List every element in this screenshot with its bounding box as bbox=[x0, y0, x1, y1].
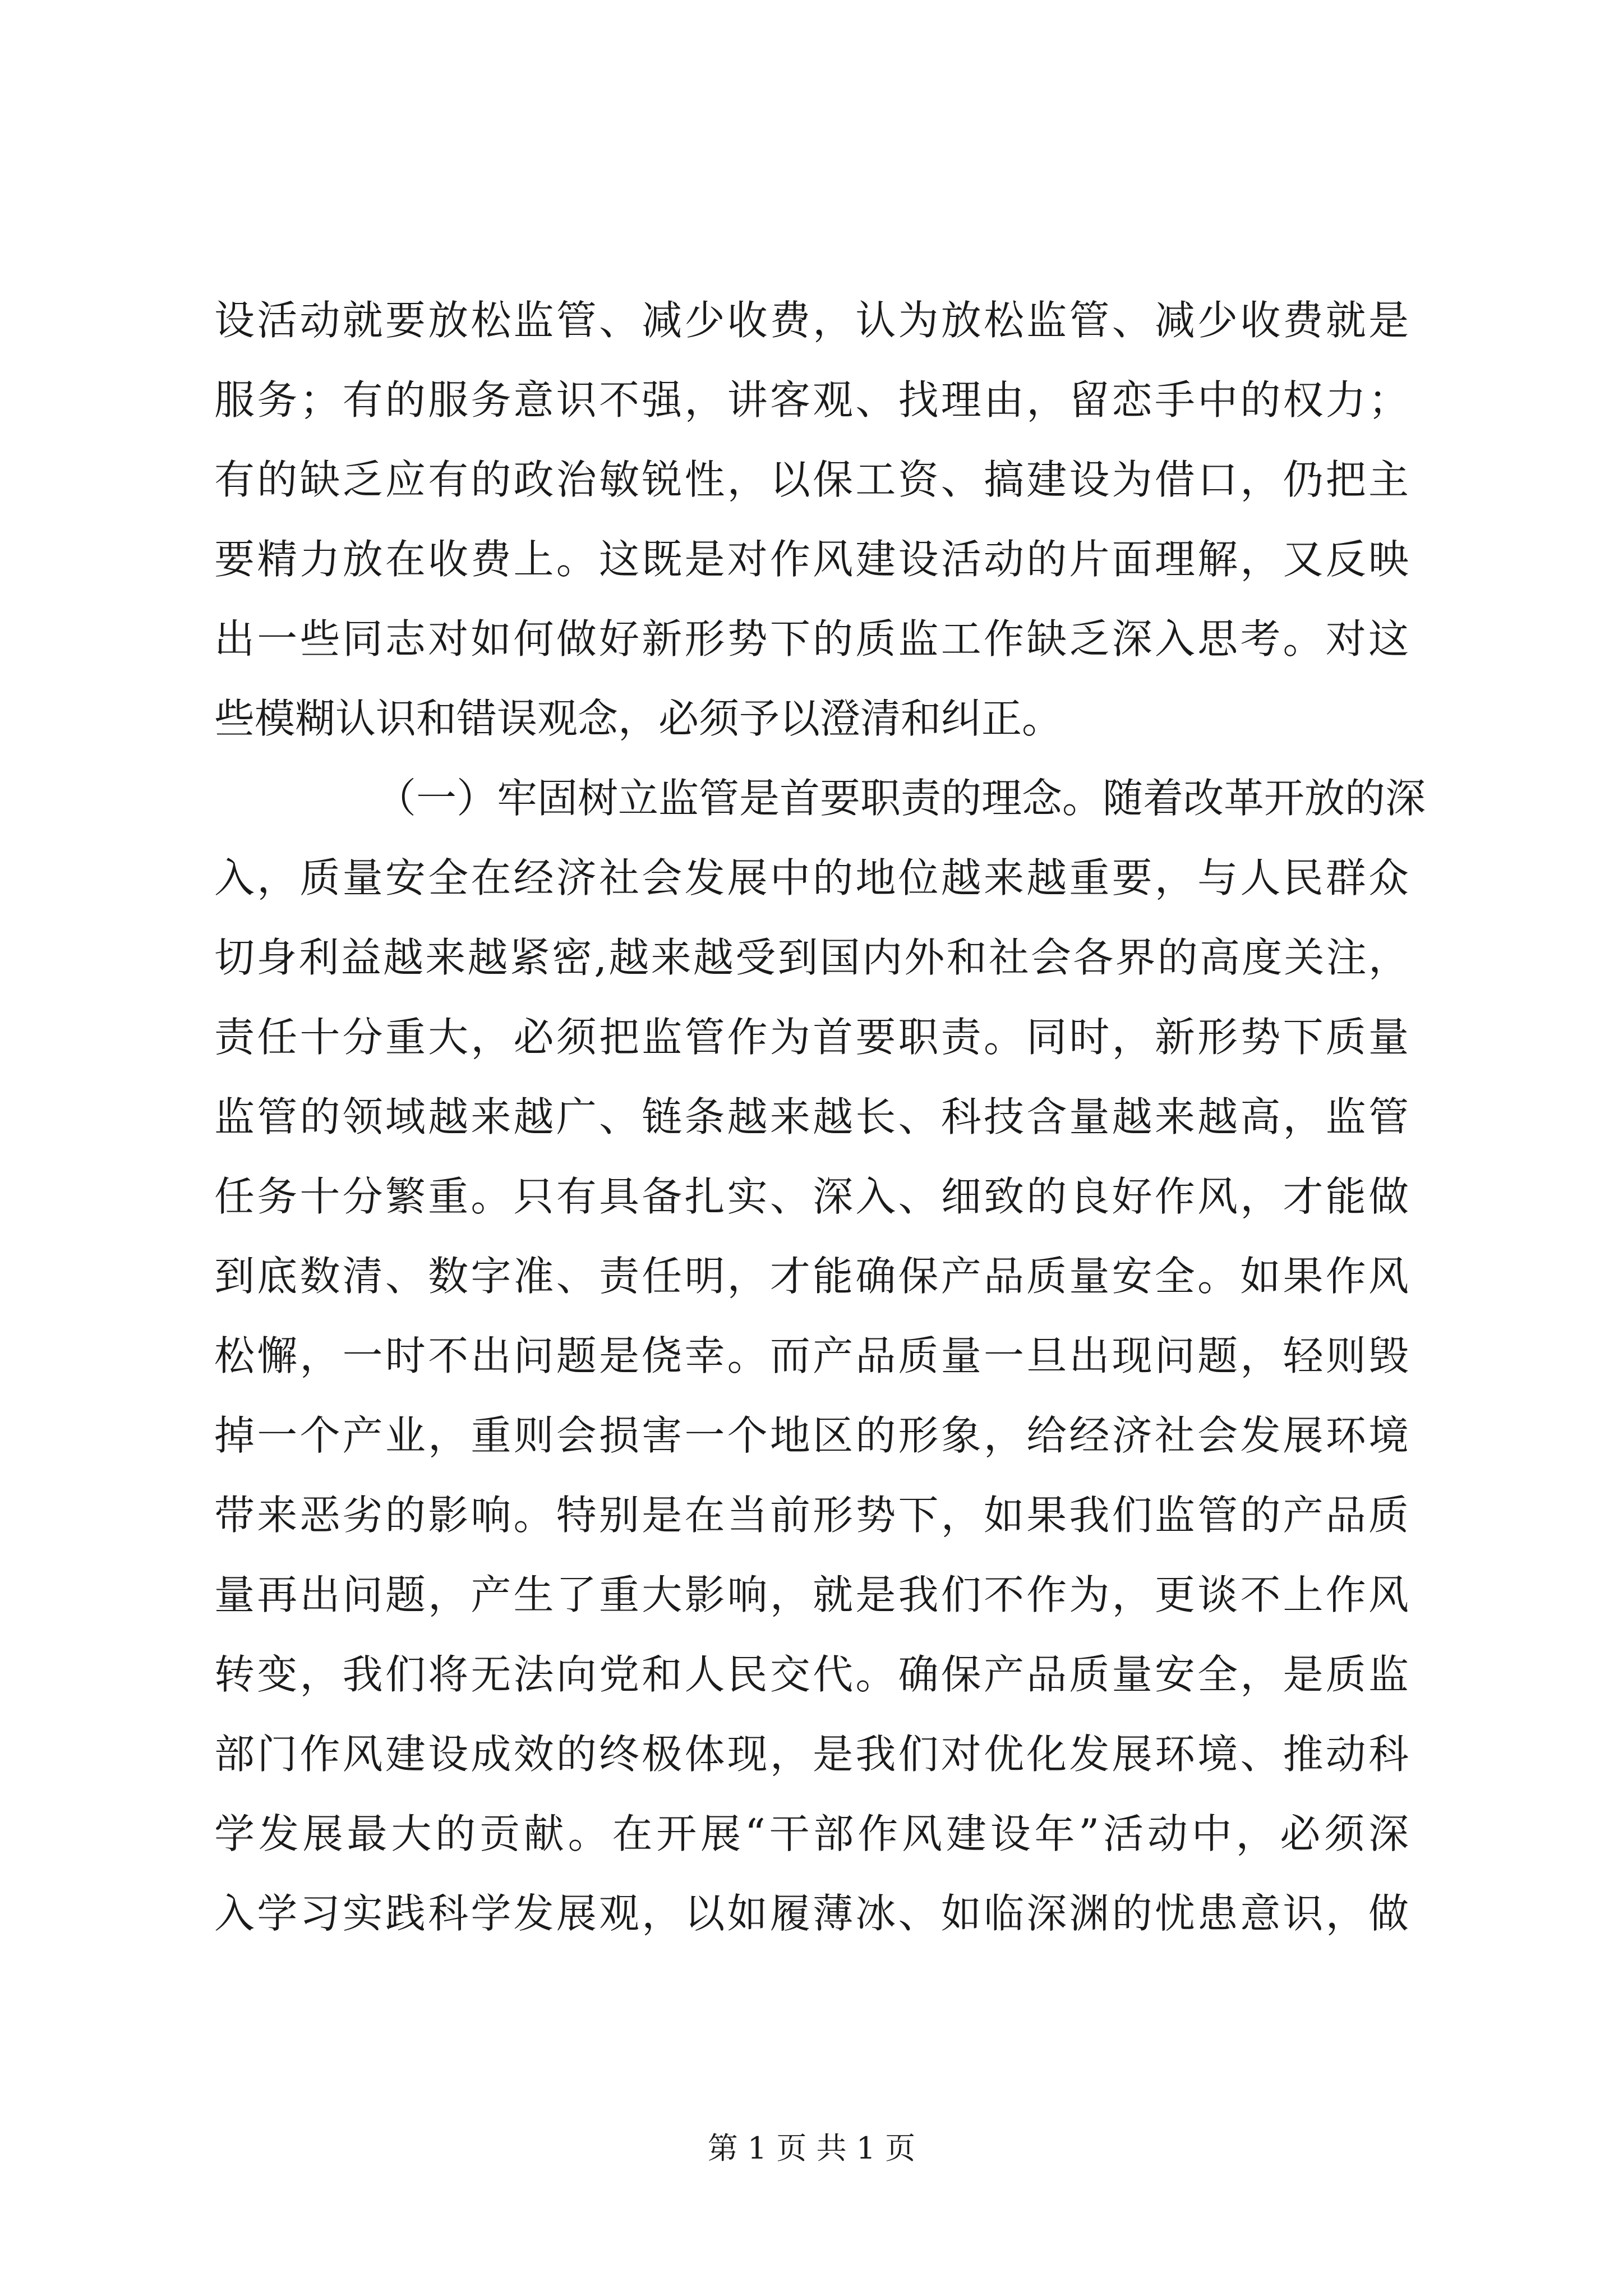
text-line: 学发展最大的贡献。在开展“干部作风建设年”活动中，必须深 bbox=[214, 1810, 1409, 1857]
text-line: 切身利益越来越紧密,越来越受到国内外和社会各界的高度关注， bbox=[214, 934, 1409, 981]
text-line: 出一些同志对如何做好新形势下的质监工作缺乏深入思考。对这 bbox=[214, 615, 1409, 662]
page-footer bbox=[0, 2129, 1623, 2168]
text-line: 任务十分繁重。只有具备扎实、深入、细致的良好作风，才能做 bbox=[214, 1173, 1409, 1220]
page-number-label: 第 1 页 共 1 页 bbox=[707, 2131, 916, 2166]
text-line: 松懈，一时不出问题是侥幸。而产品质量一旦出现问题，轻则毁 bbox=[214, 1332, 1409, 1379]
text-line: 部门作风建设成效的终极体现，是我们对优化发展环境、推动科 bbox=[214, 1731, 1409, 1778]
document-body bbox=[214, 280, 1426, 1953]
text-line: 设活动就要放松监管、减少收费，认为放松监管、减少收费就是 bbox=[214, 297, 1409, 344]
paragraph bbox=[214, 758, 1426, 1953]
text-line: 监管的领域越来越广、链条越来越长、科技含量越来越高，监管 bbox=[214, 1093, 1409, 1140]
text-line: 要精力放在收费上。这既是对作风建设活动的片面理解，又反映 bbox=[214, 536, 1409, 583]
text-line: 有的缺乏应有的政治敏锐性，以保工资、搞建设为借口，仍把主 bbox=[214, 456, 1409, 503]
text-line: 入，质量安全在经济社会发展中的地位越来越重要，与人民群众 bbox=[214, 854, 1409, 901]
text-line: 服务；有的服务意识不强，讲客观、找理由，留恋手中的权力； bbox=[214, 376, 1409, 424]
text-line: 带来恶劣的影响。特别是在当前形势下，如果我们监管的产品质 bbox=[214, 1492, 1409, 1539]
paragraph bbox=[214, 280, 1409, 758]
text-line: 到底数清、数字准、责任明，才能确保产品质量安全。如果作风 bbox=[214, 1253, 1409, 1300]
text-line: （一）牢固树立监管是首要职责的理念。随着改革开放的深 bbox=[376, 775, 1426, 822]
text-line: 些模糊认识和错误观念，必须予以澄清和纠正。 bbox=[214, 695, 1063, 742]
text-line: 转变，我们将无法向党和人民交代。确保产品质量安全，是质监 bbox=[214, 1651, 1409, 1698]
text-line: 量再出问题，产生了重大影响，就是我们不作为，更谈不上作风 bbox=[214, 1571, 1409, 1618]
text-line: 责任十分重大，必须把监管作为首要职责。同时，新形势下质量 bbox=[214, 1014, 1409, 1061]
text-line: 入学习实践科学发展观，以如履薄冰、如临深渊的忧患意识，做 bbox=[214, 1890, 1409, 1937]
text-line: 掉一个产业，重则会损害一个地区的形象，给经济社会发展环境 bbox=[214, 1412, 1409, 1459]
